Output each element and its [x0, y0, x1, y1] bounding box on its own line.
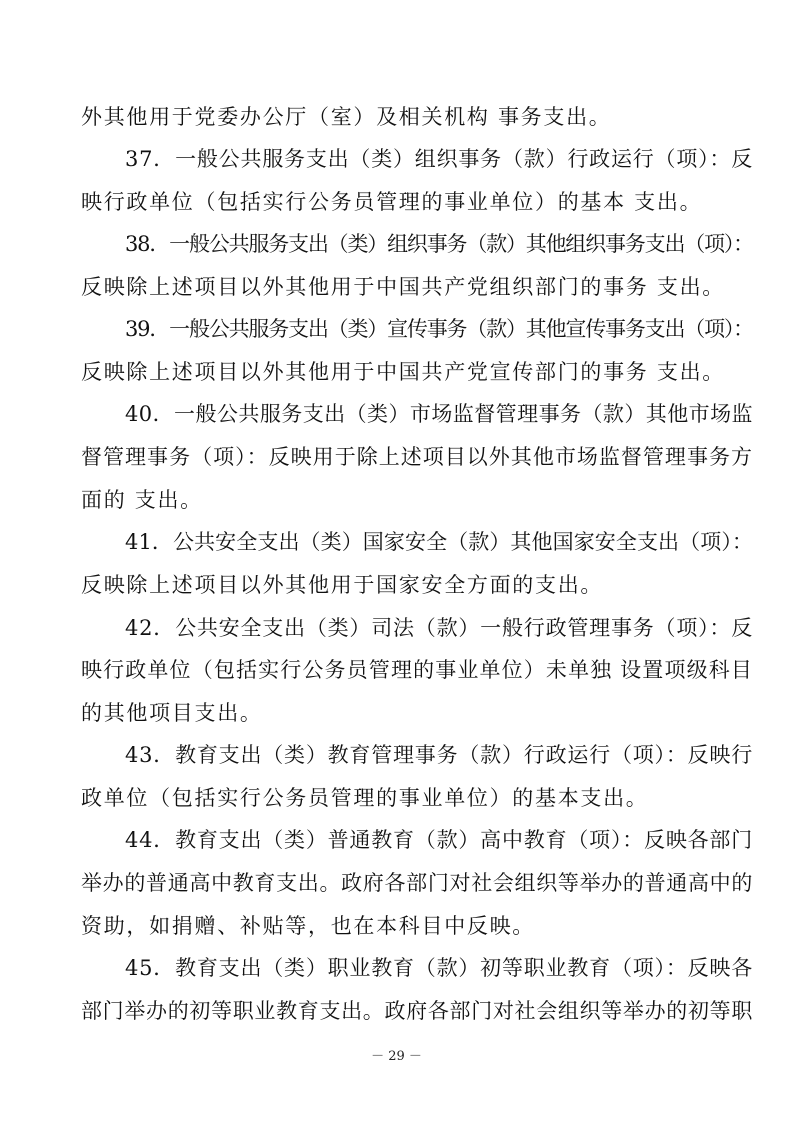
- text-line: 43．教育支出（类）教育管理事务（款）行政运行（项）：反映行: [125, 743, 753, 767]
- text-line: 面的 支出。: [81, 488, 203, 512]
- text-line: 38．一般公共服务支出（类）组织事务（款）其他组织事务支出（项）：: [125, 232, 753, 256]
- text-line: 部门举办的初等职业教育支出。政府各部门对社会组织等举办的初等职: [81, 999, 753, 1023]
- text-line: 的其他项目支出。: [81, 701, 263, 725]
- text-line: 45．教育支出（类）职业教育（款）初等职业教育（项）：反映各: [125, 956, 753, 980]
- text-line: 映行政单位（包括实行公务员管理的事业单位）未单独 设置项级科目: [81, 658, 753, 682]
- text-line: 举办的普通高中教育支出。政府各部门对社会组织等举办的普通高中的: [81, 871, 753, 895]
- text-line: 37．一般公共服务支出（类）组织事务（款）行政运行（项）：反: [125, 147, 753, 171]
- text-line: 外其他用于党委办公厅（室）及相关机构 事务支出。: [81, 105, 612, 129]
- text-line: 资助，如捐赠、补贴等，也在本科目中反映。: [81, 914, 535, 938]
- text-line: 反映除上述项目以外其他用于中国共产党组织部门的事务 支出。: [81, 275, 725, 299]
- text-line: 39．一般公共服务支出（类）宣传事务（款）其他宣传事务支出（项）：: [125, 317, 753, 341]
- text-line: 督管理事务（项）：反映用于除上述项目以外其他市场监督管理事务方: [81, 445, 753, 469]
- text-line: 41．公共安全支出（类）国家安全（款）其他国家安全支出（项）：: [125, 530, 753, 554]
- text-line: 反映除上述项目以外其他用于中国共产党宣传部门的事务 支出。: [81, 360, 725, 384]
- text-line: 政单位（包括实行公务员管理的事业单位）的基本支出。: [81, 786, 649, 810]
- text-line: 映行政单位（包括实行公务员管理的事业单位）的基本 支出。: [81, 190, 703, 214]
- text-line: 反映除上述项目以外其他用于国家安全方面的支出。: [81, 573, 604, 597]
- text-line: 40．一般公共服务支出（类）市场监督管理事务（款）其他市场监: [125, 402, 753, 426]
- text-line: 44．教育支出（类）普通教育（款）高中教育（项）：反映各部门: [125, 828, 753, 852]
- text-line: 42．公共安全支出（类）司法（款）一般行政管理事务（项）：反: [125, 616, 753, 640]
- page-number: － 29 －: [371, 1049, 422, 1064]
